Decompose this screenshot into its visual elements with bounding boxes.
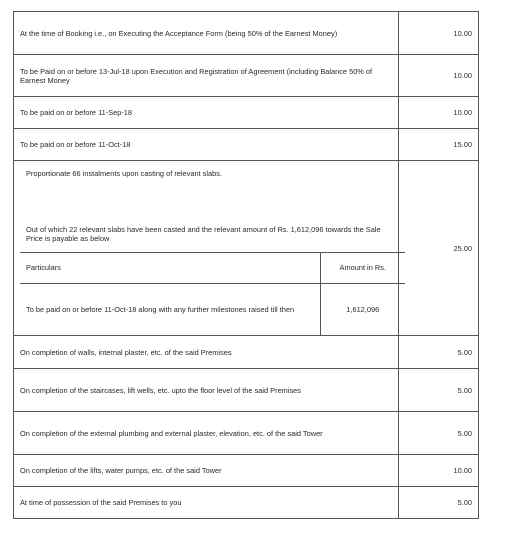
table-row — [14, 412, 479, 455]
milestone-amount: 10.00 — [399, 55, 479, 97]
table-row — [14, 97, 479, 129]
milestone-amount: 10.00 — [399, 455, 479, 487]
particulars-header: Particulars — [20, 252, 320, 283]
installments-cell — [14, 161, 399, 336]
milestone-description: At time of possession of the said Premises to you — [14, 487, 399, 519]
amount-cell: 1,612,096 — [320, 283, 405, 335]
table-row — [14, 129, 479, 161]
milestone-description: To be paid on or before 11-Sep-18 — [14, 97, 399, 129]
milestone-description: To be paid on or before 11-Oct-18 — [14, 129, 399, 161]
milestone-description: On completion of the external plumbing and external plaster, elevation, etc. of the said Tower — [14, 412, 399, 455]
milestone-amount: 5.00 — [399, 336, 479, 369]
table-row — [14, 55, 479, 97]
milestone-amount: 10.00 — [399, 97, 479, 129]
installments-intro: Proportionate 66 instalments upon casting of relevant slabs. — [26, 169, 222, 178]
table-row-installments — [14, 161, 479, 336]
milestone-description: On completion of walls, internal plaster, etc. of the said Premises — [14, 336, 399, 369]
milestone-description: To be Paid on or before 13-Jul-18 upon Execution and Registration of Agreement (including Balance 50% of Earnest Money — [14, 55, 399, 97]
milestone-amount: 15.00 — [399, 129, 479, 161]
milestone-amount: 5.00 — [399, 487, 479, 519]
table-row — [14, 487, 479, 519]
milestone-amount: 5.00 — [399, 369, 479, 412]
milestone-amount: 25.00 — [399, 161, 479, 336]
table-row — [14, 369, 479, 412]
installments-subtable — [20, 161, 405, 335]
milestone-description: On completion of the staircases, lift wells, etc. upto the floor level of the said Premises — [14, 369, 399, 412]
table-row — [14, 455, 479, 487]
installments-casted-note: Out of which 22 relevant slabs have been casted and the relevant amount of Rs. 1,612,096 towards the Sale Price is payable as below — [26, 224, 381, 243]
table-row — [14, 336, 479, 369]
milestone-amount: 5.00 — [399, 412, 479, 455]
payment-schedule-table — [13, 11, 479, 519]
amount-header: Amount in Rs. — [320, 252, 405, 283]
particulars-cell: To be paid on or before 11-Oct-18 along with any further milestones raised till then — [20, 283, 320, 335]
milestone-description: On completion of the lifts, water pumps, etc. of the said Tower — [14, 455, 399, 487]
milestone-description: At the time of Booking i.e., on Executing the Acceptance Form (being 50% of the Earnest Money) — [14, 12, 399, 55]
milestone-amount: 10.00 — [399, 12, 479, 55]
table-row — [14, 12, 479, 55]
